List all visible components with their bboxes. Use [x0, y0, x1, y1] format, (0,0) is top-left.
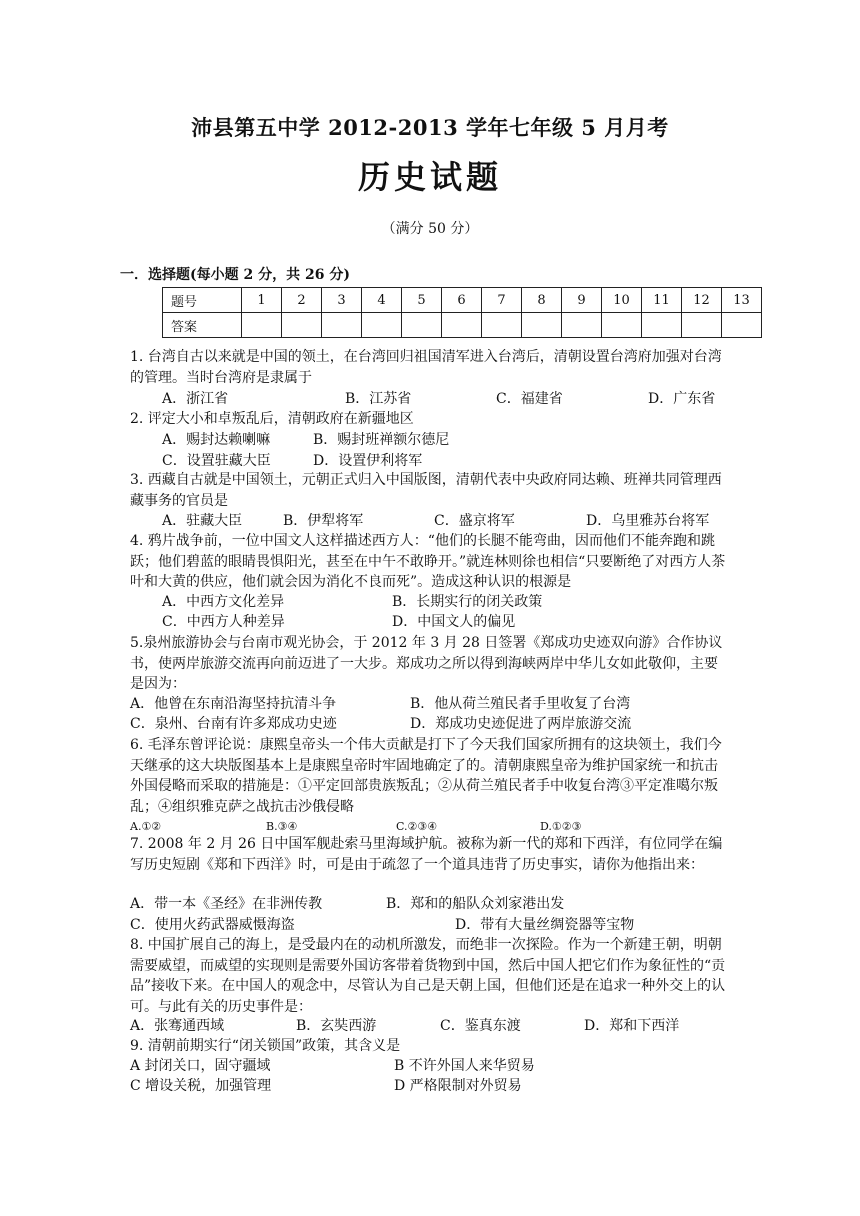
question-1-option-c: C．福建省	[496, 391, 563, 407]
answer-cell[interactable]	[402, 313, 442, 338]
question-5-option-c: C．泉州、台南有许多郑成功史迹	[130, 716, 337, 732]
answer-table-number-row	[163, 288, 762, 313]
answer-cell[interactable]	[722, 313, 762, 338]
answer-cell[interactable]	[442, 313, 482, 338]
question-number-cell: 3	[322, 288, 362, 313]
answer-cell[interactable]	[602, 313, 642, 338]
question-8-option-c: C．鉴真东渡	[440, 1018, 521, 1034]
question-number-cell: 4	[362, 288, 402, 313]
question-4-option-b: B．长期实行的闭关政策	[392, 594, 543, 610]
question-3-option-a: A．驻藏大臣	[162, 513, 243, 529]
question-3-option-d: D．乌里雅苏台将军	[586, 513, 710, 529]
question-3-option-b: B．伊犁将军	[283, 513, 364, 529]
question-1-option-b: B．江苏省	[345, 391, 412, 407]
answer-label: 答案	[163, 313, 242, 338]
question-5-option-a: A．他曾在东南沿海坚持抗清斗争	[130, 696, 337, 712]
question-number-cell: 12	[682, 288, 722, 313]
question-2-option-d: D．设置伊利将军	[313, 453, 423, 469]
question-number-cell: 10	[602, 288, 642, 313]
answer-cell[interactable]	[482, 313, 522, 338]
question-9-stem: 9. 清朝前期实行“闭关锁国”政策，其含义是	[130, 1038, 401, 1054]
question-7-option-c: C．使用火药武器威慑海盗	[130, 917, 295, 933]
section-heading: 一．选择题(每小题 2 分，共 26 分)	[120, 267, 350, 283]
subject-title: 历史试题	[357, 158, 502, 196]
question-4-option-a: A．中西方文化差异	[162, 594, 285, 610]
answer-cell[interactable]	[562, 313, 602, 338]
school-exam-title: 沛县第五中学 2012-2013 学年七年级 5 月月考	[191, 115, 669, 140]
question-6-option-d: D.①②③	[540, 820, 582, 833]
question-5-stem: 5.泉州旅游协会与台南市观光协会，于 2012 年 3 月 28 日签署《郑成功史迹双向游》合作协议书，使两岸旅游交流再向前迈进了一大步。郑成功之所以得到海峡两岸中华儿女如此敬仰，主要是因为：	[130, 635, 723, 692]
answer-cell[interactable]	[242, 313, 282, 338]
answer-cell[interactable]	[522, 313, 562, 338]
answer-cell[interactable]	[682, 313, 722, 338]
question-8-option-d: D．郑和下西洋	[584, 1018, 680, 1034]
question-6-option-a: A.①②	[130, 820, 162, 833]
question-number-cell: 1	[242, 288, 282, 313]
question-2-option-c: C．设置驻藏大臣	[162, 453, 271, 469]
question-number-label: 题号	[163, 288, 242, 313]
question-2-stem: 2. 评定大小和卓叛乱后，清朝政府在新疆地区	[130, 411, 414, 427]
answer-cell[interactable]	[282, 313, 322, 338]
question-number-cell: 13	[722, 288, 762, 313]
question-9-option-a: A 封闭关口，固守疆域	[130, 1058, 271, 1074]
question-6-stem: 6. 毛泽东曾评论说：康熙皇帝头一个伟大贡献是打下了今天我们国家所拥有的这块领土，我们今天继承的这大块版图基本上是康熙皇帝时牢固地确定了的。清朝康熙皇帝为维护国家统一和抗击外国侵略而采取的措施是：①平定回部贵族叛乱；②从荷兰殖民者手中收复台湾③平定准噶尔叛乱；④组织雅克萨之战抗击沙俄侵略	[130, 737, 722, 815]
answer-cell[interactable]	[362, 313, 402, 338]
question-1-option-d: D．广东省	[648, 391, 716, 407]
question-number-cell: 5	[402, 288, 442, 313]
question-7-option-a: A．带一本《圣经》在非洲传教	[130, 896, 323, 912]
question-7-stem: 7. 2008 年 2 月 26 日中国军舰赴索马里海域护航。被称为新一代的郑和下西洋，有位同学在编写历史短剧《郑和下西洋》时，可是由于疏忽了一个道具违背了历史事实，请你为他指出来：	[130, 836, 723, 873]
question-8-stem: 8. 中国扩展自己的海上，是受最内在的动机所激发，而绝非一次探险。作为一个新建王朝，明朝需要威望，而威望的实现则是需要外国访客带着货物到中国，然后中国人把它们作为象征性的“贡品”接收下来。在中国人的观念中，尽管认为自己是天朝上国，但他们还是在追求一种外交上的认可。与此有关的历史事件是：	[130, 937, 726, 1015]
question-number-cell: 8	[522, 288, 562, 313]
question-8-option-b: B．玄奘西游	[296, 1018, 377, 1034]
question-1-option-a: A．浙江省	[162, 391, 229, 407]
question-7-option-b: B．郑和的船队众刘家港出发	[386, 896, 565, 912]
question-4-stem: 4. 鸦片战争前，一位中国文人这样描述西方人：“他们的长腿不能弯曲，因而他们不能奔跑和跳跃；他们碧蓝的眼睛畏惧阳光，甚至在中午不敢睁开。”就连林则徐也相信“只要断绝了对西方人茶叶和大黄的供应，他们就会因为消化不良而死”。造成这种认识的根源是	[130, 533, 726, 590]
question-3-option-c: C．盛京将军	[434, 513, 515, 529]
answer-cell[interactable]	[322, 313, 362, 338]
answer-table-answer-row	[163, 313, 762, 338]
question-4-option-c: C．中西方人种差异	[162, 614, 285, 630]
question-6-option-b: B.③④	[266, 820, 298, 833]
question-number-cell: 7	[482, 288, 522, 313]
question-6-option-c: C.②③④	[396, 820, 438, 833]
question-number-cell: 6	[442, 288, 482, 313]
question-3-stem: 3. 西藏自古就是中国领土，元朝正式归入中国版图，清朝代表中央政府同达赖、班禅共同管理西藏事务的官员是	[130, 472, 722, 509]
full-mark-note: （满分 50 分）	[381, 221, 479, 237]
question-2-option-a: A．赐封达赖喇嘛	[162, 432, 271, 448]
question-5-option-b: B．他从荷兰殖民者手里收复了台湾	[410, 696, 631, 712]
question-1-stem: 1. 台湾自古以来就是中国的领土，在台湾回归祖国清军进入台湾后，清朝设置台湾府加强对台湾的管理。当时台湾府是隶属于	[130, 349, 722, 386]
question-2-option-b: B．赐封班禅额尔德尼	[313, 432, 450, 448]
answer-cell[interactable]	[642, 313, 682, 338]
question-7-option-d: D．带有大量丝绸瓷器等宝物	[455, 917, 635, 933]
question-8-option-a: A．张骞通西域	[130, 1018, 225, 1034]
question-9-option-b: B 不许外国人来华贸易	[394, 1058, 535, 1074]
question-number-cell: 9	[562, 288, 602, 313]
question-9-option-c: C 增设关税，加强管理	[130, 1078, 272, 1094]
question-4-option-d: D．中国文人的偏见	[392, 614, 516, 630]
question-number-cell: 11	[642, 288, 682, 313]
question-9-option-d: D 严格限制对外贸易	[394, 1078, 522, 1094]
answer-table	[162, 287, 762, 338]
question-5-option-d: D．郑成功史迹促进了两岸旅游交流	[410, 716, 632, 732]
question-number-cell: 2	[282, 288, 322, 313]
